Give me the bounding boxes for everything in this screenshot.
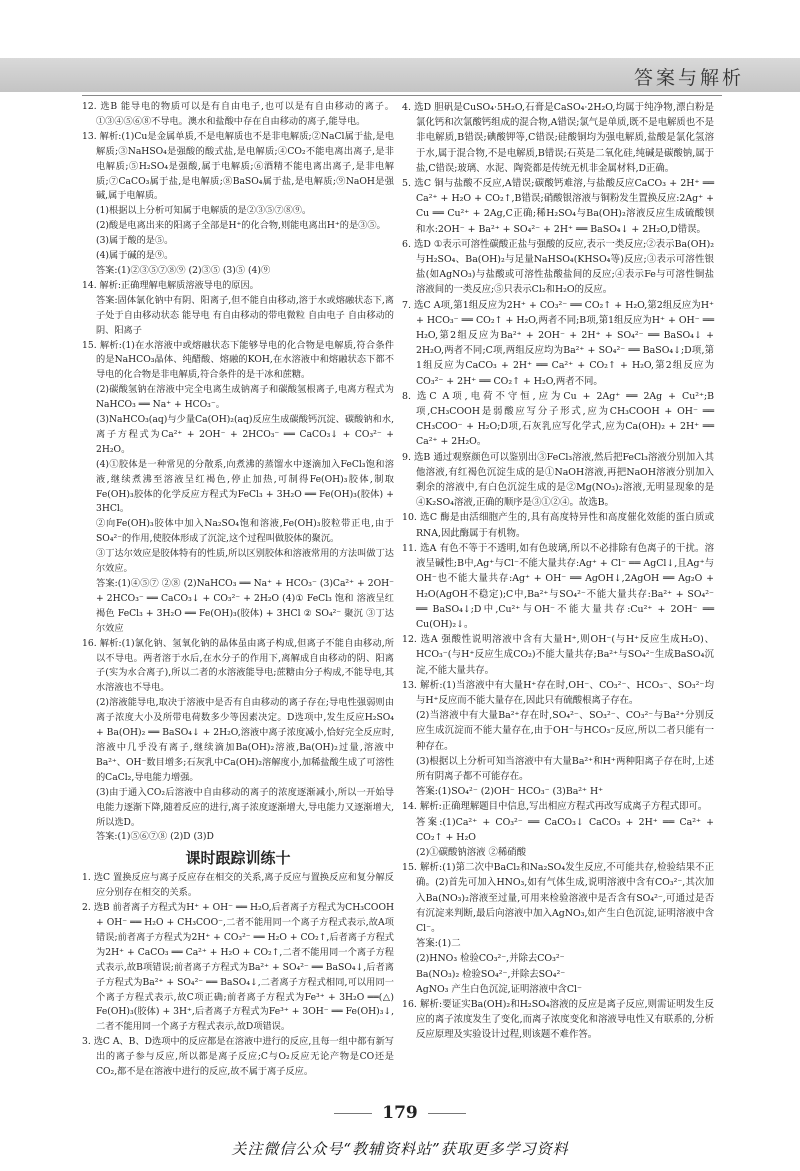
header-title: 答案与解析	[633, 67, 744, 89]
page-number-left-dash	[334, 1113, 372, 1114]
answer-paragraph: (2)HNO₃ 检验CO₃²⁻,并除去CO₃²⁻	[416, 953, 565, 965]
answer-paragraph: 2. 选B 前者离子方程式为H⁺ + OH⁻ ══ H₂O,后者离子方程式为CH₃COOH + OH⁻ ══ H₂O + CH₃COO⁻,二者不能用同一个离子方程式表示,故A项错误;前者离子方程式为2H⁺ + CO₃²⁻ ══ H₂O + CO₂↑,后者离子方程式为2H⁺ + CaCO₃ ══ Ca²⁺ + H₂O + CO₂↑,二者不能用同一个离子方程式表示,故B项错误;前者离子方程式为Ba²⁺ + SO₄²⁻ ══ BaSO₄↓,后者离子方程式为Ba²⁺ + SO₄²⁻ ══ BaSO₄↓,二者离子方程式相同,可以用同一个离子方程式表示,故C项正确;前者离子方程式为Fe³⁺ + 3H₂O ══(△) Fe(OH)₃(胶体) + 3H⁺,后者离子方程式为Fe³⁺ + 3OH⁻ ══ Fe(OH)₃↓,二者不能用同一个离子方程式表示,故D项错误。	[82, 902, 394, 1033]
answer-paragraph: 4. 选D 胆矾是CuSO₄·5H₂O,石膏是CaSO₄·2H₂O,均属于纯净物,漂白粉是氯化钙和次氯酸钙组成的混合物,A错误;氯气是单质,既不是电解质也不是非电解质,B错误;碘酸钾等,C错误;硅酸铜均为强电解质,盐酸是氯化氢溶于水,属于混合物,不是电解质,B错误;石英是二氧化硅,纯碱是碳酸钠,属于盐,C错误;玻璃、水泥、陶瓷都是传统无机非金属材料,D正确。	[402, 102, 714, 174]
page-number	[0, 1103, 800, 1123]
footer-note: 关注微信公众号“教辅资料站”获取更多学习资料	[231, 1140, 569, 1158]
answer-paragraph: (4)属于碱的是⑨。	[96, 250, 174, 262]
answer-paragraph: 16. 解析:(1)氯化钠、氢氧化钠的晶体虽由离子构成,但离子不能自由移动,所以不导电。两者溶于水后,在水分子的作用下,离解成自由移动的阴、阳离子(实为水合离子),所以二者的水溶液能导电;蔗糖由分子构成,不能导电,其水溶液也不导电。	[82, 637, 394, 694]
answer-paragraph: 12. 选B 能导电的物质可以是有自由电子,也可以是有自由移动的离子。①③④⑤⑥⑧不导电。澳水和盐酸中存在自由移动的离子,能导电。	[82, 101, 394, 127]
answer-paragraph: 16. 解析:要证实Ba(OH)₂和H₂SO₄溶液的反应是离子反应,则需证明发生反应的离子浓度发生了变化,而离子浓度变化和溶液导电性又有联系的,分析反应原理及实验设计过程,则该题不难作答。	[402, 998, 714, 1041]
answer-paragraph: 答案:固体氯化钠中有阴、阳离子,但不能自由移动,溶于水或熔融状态下,离子处于自由移动状态 能导电 有自由移动的带电微粒 自由电子 自由移动的阴、阳离子	[96, 294, 394, 336]
answer-paragraph: (3)属于酸的是⑤。	[96, 235, 174, 247]
answer-paragraph: 3. 选C A、B、D选项中的反应都是在溶液中进行的反应,且每一组中都有新写出的离子参与反应,所以都是离子反应;C与O₂反应无论产物是CO还是CO₂,都不是在溶液中进行的反应,故不属于离子反应。	[82, 1036, 394, 1078]
answer-paragraph: (2)溶液能导电,取决于溶液中是否有自由移动的离子存在;导电性强弱则由离子浓度大小及所带电荷数多少等因素决定。D选项中,发生反应H₂SO₄ + Ba(OH)₂ ══ BaSO₄↓ + 2H₂O,溶液中离子浓度减小,恰好完全反应时,溶液中几乎没有离子,继续滴加Ba(OH)₂溶液,Ba(OH)₂过量,溶液中Ba²⁺、OH⁻数目增多;石灰乳中Ca(OH)₂溶解度小,加稀盐酸生成了可溶性的CaCl₂,导电能力增强。	[96, 697, 394, 783]
answer-paragraph: 14. 解析:正确理解电解质溶液导电的原因。	[82, 279, 259, 291]
answer-paragraph: 答案:(1)Ca²⁺ + CO₃²⁻ ══ CaCO₃↓ CaCO₃ + 2H⁺ ══ Ca²⁺ + CO₂↑ + H₂O	[416, 816, 714, 843]
answer-paragraph: (2)酸是电离出来的阳离子全部是H⁺的化合物,则能电离出H⁺的是③⑤。	[96, 220, 386, 232]
answer-paragraph: (2)①碳酸钠溶液 ②稀硝酸	[416, 846, 527, 858]
answer-paragraph: 答案:(1)④⑤⑦ ②⑧ (2)NaHCO₃ ══ Na⁺ + HCO₃⁻ (3)Ca²⁺ + 2OH⁻ + 2HCO₃⁻ ══ CaCO₃↓ + CO₃²⁻ + 2H₂O (4)① FeCl₃ 饱和 溶液呈红褐色 FeCl₃ + 3H₂O ══ Fe(OH)₃(胶体) + 3HCl ② SO₄²⁻ 聚沉 ③丁达尔效应	[96, 578, 394, 634]
answer-paragraph: 答案:(1)SO₄²⁻ (2)OH⁻ HCO₃⁻ (3)Ba²⁺ H⁺	[416, 786, 604, 798]
answer-paragraph: 14. 解析:正确理解题目中信息,写出相应方程式再改写成离子方程式即可。	[402, 801, 708, 813]
answer-paragraph: 答案:(1)二	[416, 938, 461, 950]
answer-paragraph: 6. 选D ①表示可溶性碳酸正盐与强酸的反应,表示一类反应;②表示Ba(OH)₂与H₂SO₄、Ba(OH)₂与足量NaHSO₄(KHSO₄等)反应;③表示可溶性银盐(如AgNO₃)与盐酸或可溶性盐酸盐间的反应;④表示Fe与可溶性铜盐溶液间的一类反应;⑤只表示Cl₂和H₂O的反应。	[402, 238, 714, 296]
answer-paragraph: 8. 选C A项,电荷不守恒,应为Cu + 2Ag⁺ ══ 2Ag + Cu²⁺;B项,CH₃COOH是弱酸应写分子形式,应为CH₃COOH + OH⁻ ══ CH₃COO⁻ + H₂O;D项,石灰乳应写化学式,应为Ca(OH)₂ + 2H⁺ ══ Ca²⁺ + 2H₂O。	[402, 390, 714, 448]
answer-paragraph: 13. 解析:(1)Cu是金属单质,不是电解质也不是非电解质;②NaCl属于盐,是电解质;③NaHSO₄是强酸的酸式盐,是电解质;④CO₂不能电离出离子,是非电解质;⑤H₂SO₄是强酸,属于电解质;⑥酒精不能电离出离子,是非电解质;⑦CaCO₃属于盐,是电解质;⑧BaSO₄属于盐,是电解质;⑨NaOH是强碱,属于电解质。	[82, 130, 394, 202]
answer-paragraph: (4)①胶体是一种常见的分散系,向煮沸的蒸馏水中逐滴加入FeCl₃饱和溶液,继续煮沸至溶液呈红褐色,停止加热,可制得Fe(OH)₃胶体,制取Fe(OH)₃胶体的化学反应方程式为FeCl₃ + 3H₂O ══ Fe(OH)₃(胶体) + 3HCl。	[96, 458, 394, 515]
section-title: 课时跟踪训练十	[185, 849, 291, 868]
answer-paragraph: 11. 选A 有色不等于不透明,如有色玻璃,所以不必排除有色离子的干扰。溶液呈碱性;B中,Ag⁺与Cl⁻不能大量共存:Ag⁺ + Cl⁻ ══ AgCl↓,且Ag⁺与OH⁻也不能大量共存:Ag⁺ + OH⁻ ══ AgOH↓,2AgOH ══ Ag₂O + H₂O(AgOH不稳定);C中,Ba²⁺与SO₄²⁻不能大量共存:Ba²⁺ + SO₄²⁻ ══ BaSO₄↓;D中,Cu²⁺与OH⁻不能大量共存:Cu²⁺ + 2OH⁻ ══ Cu(OH)₂↓。	[402, 542, 714, 630]
answer-paragraph: (1)根据以上分析可知属于电解质的是②③⑤⑦⑧⑨。	[96, 205, 312, 217]
page-number-right-dash	[428, 1113, 466, 1114]
answer-paragraph: (3)NaHCO₃(aq)与少量Ca(OH)₂(aq)反应生成碳酸钙沉淀、碳酸钠和水,离子方程式为Ca²⁺ + 2OH⁻ + 2HCO₃⁻ ══ CaCO₃↓ + CO₃²⁻ + 2H₂O。	[96, 414, 394, 455]
answer-paragraph: (2)碳酸氢钠在溶液中完全电离生成钠离子和碳酸氢根离子,电离方程式为NaHCO₃ ══ Na⁺ + HCO₃⁻。	[96, 384, 394, 411]
answer-paragraph: ③丁达尔效应是胶体特有的性质,所以区别胶体和溶液常用的方法叫做丁达尔效应。	[96, 548, 394, 575]
answer-paragraph: 答案:(1)②③⑤⑦⑧⑨ (2)③⑤ (3)⑤ (4)⑨	[96, 264, 271, 276]
answer-paragraph: 15. 解析:(1)在水溶液中或熔融状态下能够导电的化合物是电解质,符合条件的是NaHCO₃晶体、纯醋酸、熔融的KOH,在水溶液中和熔融状态下都不导电的化合物是非电解质,符合条件的是干冰和蔗糖。	[82, 339, 394, 381]
answer-paragraph: AgNO₃ 产生白色沉淀,证明溶液中含Cl⁻	[416, 983, 582, 995]
answer-paragraph: Ba(NO₃)₂ 检验SO₄²⁻,并除去SO₄²⁻	[416, 968, 566, 980]
answer-paragraph: 13. 解析:(1)当溶液中有大量H⁺存在时,OH⁻、CO₃²⁻、HCO₃⁻、SO₃²⁻均与H⁺反应而不能大量存在,因此只有硫酸根离子存在。	[402, 679, 714, 706]
answer-paragraph: 1. 选C 置换反应与离子反应存在相交的关系,离子反应与置换反应和复分解反应分别存在相交的关系。	[82, 872, 394, 899]
answer-paragraph: 9. 选B 通过观察颜色可以鉴别出③FeCl₃溶液,然后把FeCl₃溶液分别加入其他溶液,有红褐色沉淀生成的是①NaOH溶液,再把NaOH溶液分别加入剩余的溶液中,有白色沉淀生成的是②Mg(NO₃)₂溶液,无明显现象的是④K₂SO₄溶液,正确的顺序是③①②④。故选B。	[402, 451, 714, 509]
answer-paragraph: ②向Fe(OH)₃胶体中加入Na₂SO₄饱和溶液,Fe(OH)₃胶粒带正电,由于SO₄²⁻的作用,使胶体形成了沉淀,这个过程叫做胶体的聚沉。	[96, 518, 394, 545]
page-number-text: 179	[382, 1103, 418, 1123]
answer-paragraph: (3)根据以上分析可知当溶液中有大量Ba²⁺和H⁺两种阳离子存在时,上述所有阴离子都不可能存在。	[416, 755, 714, 782]
answer-paragraph: 12. 选A 强酸性说明溶液中含有大量H⁺,则OH⁻(与H⁺反应生成H₂O)、HCO₃⁻(与H⁺反应生成CO₂)不能大量共存;Ba²⁺与SO₄²⁻生成BaSO₄沉淀,不能大量共存。	[402, 634, 714, 676]
answer-paragraph: (2)当溶液中有大量Ba²⁺存在时,SO₄²⁻、SO₃²⁻、CO₃²⁻与Ba²⁺分别反应生成沉淀而不能大量存在,由于OH⁻与HCO₃⁻反应,所以二者只能有一种存在。	[416, 710, 714, 752]
answer-paragraph: 10. 选C 酶是由活细胞产生的,具有高度特异性和高度催化效能的蛋白质或RNA,因此酶属于有机物。	[402, 512, 714, 539]
answer-paragraph: 5. 选C 铜与盐酸不反应,A错误;碳酸钙难溶,与盐酸反应CaCO₃ + 2H⁺ ══ Ca²⁺ + H₂O + CO₂↑,B错误;硝酸银溶液与铜粉发生置换反应:2Ag⁺ + Cu ══ Cu²⁺ + 2Ag,C正确;稀H₂SO₄与Ba(OH)₂溶液反应生成硫酸钡和水:2OH⁻ + Ba²⁺ + SO₄²⁻ + 2H⁺ ══ BaSO₄↓ + 2H₂O,D错误。	[402, 178, 714, 235]
answer-paragraph: (3)由于通入CO₂后溶液中自由移动的离子的浓度逐渐减小,所以一开始导电能力逐渐下降,随着反应的进行,离子浓度逐渐增大,导电能力又逐渐增大,所以选D。	[96, 786, 394, 828]
answer-paragraph: 7. 选C A项,第1组反应为2H⁺ + CO₃²⁻ ══ CO₂↑ + H₂O,第2组反应为H⁺ + HCO₃⁻ ══ CO₂↑ + H₂O,两者不同;B项,第1组反应为H⁺ + OH⁻ ══ H₂O,第2组反应为Ba²⁺ + 2OH⁻ + 2H⁺ + SO₄²⁻ ══ BaSO₄↓ + 2H₂O,两者不同;C项,两组反应均为Ba²⁺ + SO₄²⁻ ══ BaSO₄↓;D项,第1组反应为CaCO₃ + 2H⁺ ══ Ca²⁺ + CO₂↑ + H₂O,第2组反应为CO₃²⁻ + 2H⁺ ══ CO₂↑ + H₂O,两者不同。	[402, 299, 714, 387]
answer-paragraph: 答案:(1)⑤⑥⑦⑧ (2)D (3)D	[96, 831, 214, 843]
right-column	[402, 100, 714, 1043]
top-rule	[82, 95, 722, 96]
left-column	[82, 100, 394, 1080]
answer-paragraph: 15. 解析:(1)第二次中BaCl₂和Na₂SO₄发生反应,不可能共存,检验结果不正确。(2)首先可加入HNO₃,如有气体生成,说明溶液中含有CO₃²⁻,其次加入Ba(NO₃)₂溶液至过量,可用来检验溶液中是否含有SO₄²⁻,可通过是否有沉淀来判断,最后向溶液中加入AgNO₃,如产生白色沉淀,证明溶液中含Cl⁻。	[402, 862, 714, 934]
